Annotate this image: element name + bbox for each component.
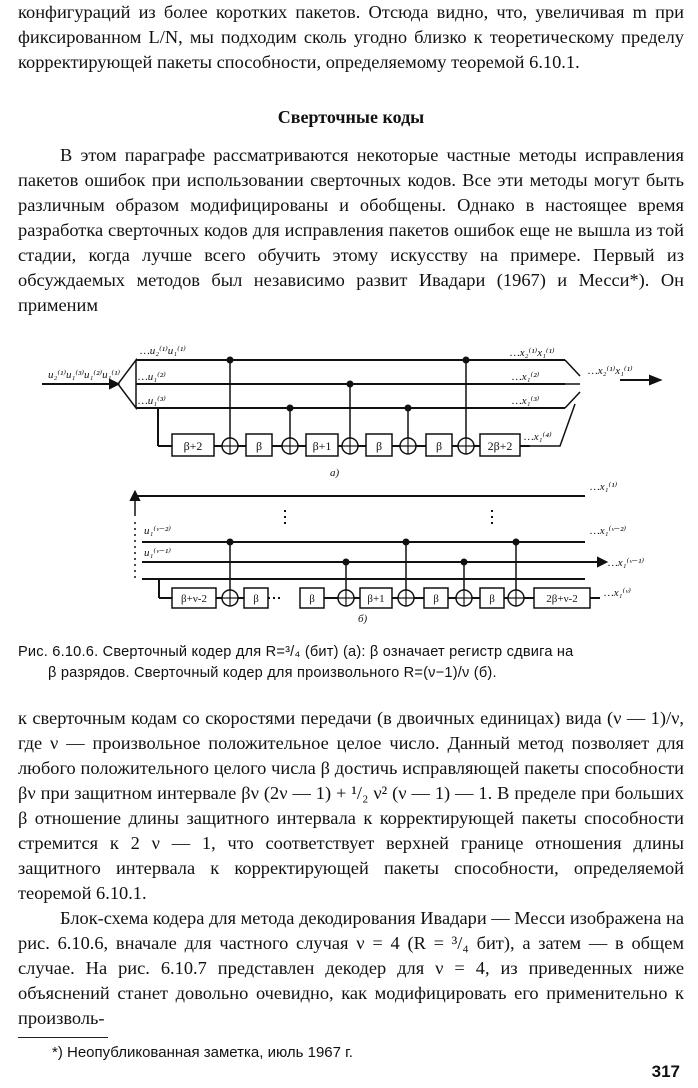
block-b-5: β [433,593,439,605]
a-inputs-label: u₂⁽¹⁾u₁⁽³⁾u₁⁽²⁾u₁⁽¹⁾ [48,369,121,381]
footnote-rule [18,1037,108,1038]
top-paragraph: конфигураций из более коротких пакетов. Отсюда видно, что, увеличивая m при фиксированном L/N, мы подходим сколь угодно близко к теоретическому пределу корректирующей пакеты способности, определяемому теоремой 6.10.1. [18,2,684,72]
footnote: *) Неопубликованная заметка, июль 1967 г. [52,1044,353,1061]
block-b-1: β+ν-2 [181,593,207,605]
a-out3: …x₁⁽³⁾ [512,395,540,407]
figure-a [42,358,660,457]
a-panel-label: а) [330,467,340,479]
text-block-top [18,0,684,318]
a-line2-label: …u₁⁽²⁾ [138,371,166,383]
a-top-label: …u₂⁽¹⁾u₁⁽¹⁾ [140,345,186,357]
b-in1: u₁⁽ᵛ⁻²⁾ [144,525,171,537]
b-panel-label: б) [358,613,368,624]
block-a-2: β [255,439,263,453]
section-heading: Сверточные коды [277,107,425,127]
paragraph-2: к сверточным кодам со скоростями передачи (в двоичных единицах) вида (ν — 1)/ν, где ν — произвольное положительное целое число. Данный метод позволяет для любого положительного целого числа β достичь исправляющей пакеты способности βν при защитном интервале βν (2ν — 1) + ¹/₂ ν² (ν — 1) — 1. В пределе при больших β отношение длины защитного интервала к корректирующей пакеты способности стремится к 2 ν — 1, что соответствует верхней границе отношения длины защитного интервала к корректирующей пакеты способности, определяемой теоремой 6.10.1. [18,708,684,903]
block-b-2: β [253,593,259,605]
page-number: 317 [651,1062,680,1081]
caption-line-2: β разрядов. Сверточный кодер для произвольного R=(ν−1)/ν (б). [48,665,497,681]
block-a-6: 2β+2 [487,439,513,453]
text-block-bottom [18,706,684,1031]
a-merged: …x₂⁽¹⁾x₁⁽¹⁾ [588,365,633,377]
figure-caption [18,642,680,684]
a-out4: …x₁⁽⁴⁾ [524,431,552,443]
a-line3-label: …u₁⁽³⁾ [138,395,166,407]
block-b-3: β [309,593,315,605]
b-out1: …x₁⁽¹⁾ [590,481,618,493]
figure-b [131,492,606,608]
a-out1: …x₂⁽¹⁾x₁⁽¹⁾ [510,347,555,359]
block-a-1: β+2 [183,439,203,453]
block-a-5: β [435,439,443,453]
b-in2: u₁⁽ᵛ⁻¹⁾ [144,547,171,559]
block-b-4: β+1 [367,593,385,605]
b-out4: …x₁⁽ᵛ⁾ [604,587,631,599]
block-a-3: β+1 [312,439,332,453]
caption-line-1: Рис. 6.10.6. Сверточный кодер для R=³/₄ (бит) (а): β означает регистр сдвига на [18,644,574,660]
paragraph-3: Блок-схема кодера для метода декодирования Ивадари — Месси изображена на рис. 6.10.6, вначале для частного случая ν = 4 (R = ³/₄ бит), а затем — в общем случае. На рис. 6.10.7 представлен декодер для ν = 4, из приведенных ниже объяснений станет довольно очевидно, как модифицировать его применительно к произволь- [18,908,684,1028]
encoder-figure [0,334,698,624]
block-a-4: β [375,439,383,453]
b-out2: …x₁⁽ᵛ⁻²⁾ [590,525,627,537]
paragraph-1: В этом параграфе рассматриваются некоторые частные методы исправления пакетов ошибок при использовании сверточных кодов. Все эти методы могут быть различным образом модифицированы и обобщены. Однако в настоящее время разработка сверточных кодов для исправления пакетов ошибок еще не вышла из той стадии, когда лучше всего обучить этому искусству на примере. Первый из обсуждаемых методов был независимо развит Ивадари (1967) и Месси*). Он применим [18,145,684,315]
a-out2: …x₁⁽²⁾ [512,371,540,383]
b-out3: …x₁⁽ᵛ⁻¹⁾ [608,557,645,569]
block-b-7: 2β+ν-2 [546,593,578,605]
block-b-6: β [489,593,495,605]
